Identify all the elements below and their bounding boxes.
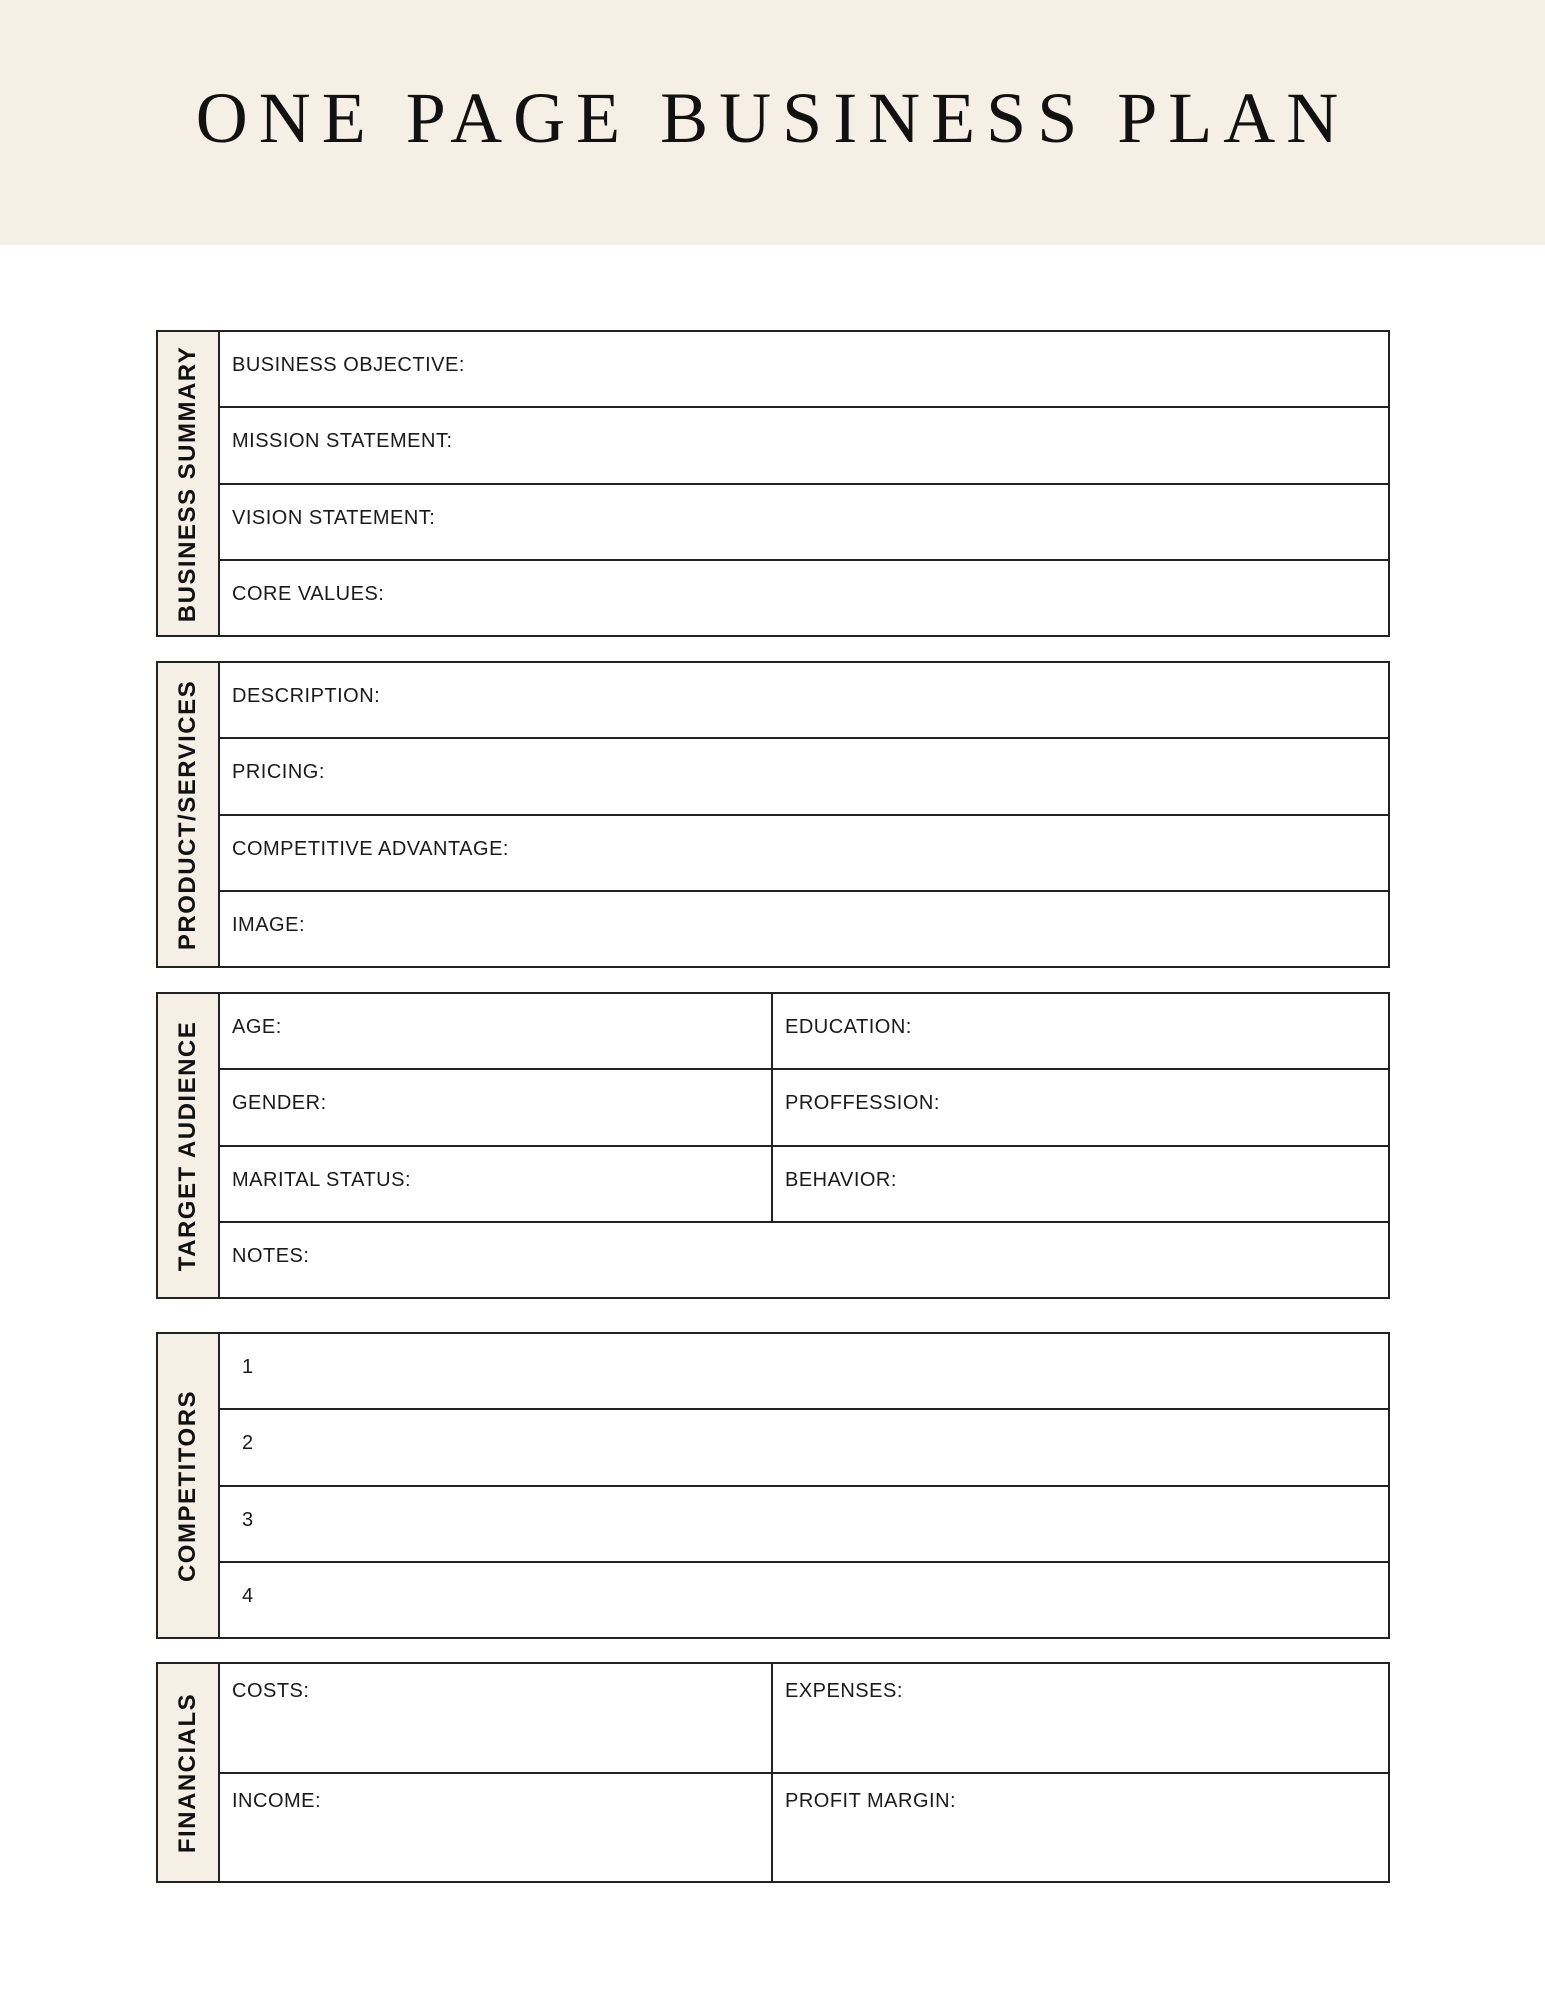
field-vision-statement[interactable] <box>220 485 1388 561</box>
section-label: TARGET AUDIENCE <box>174 1020 201 1271</box>
field-label: NOTES: <box>232 1244 310 1267</box>
section-competitors <box>156 1332 1390 1639</box>
field-label: DESCRIPTION: <box>232 685 381 707</box>
page-title: ONE PAGE BUSINESS PLAN <box>195 78 1350 158</box>
field-income[interactable]: INCOME: <box>220 1774 773 1882</box>
field-label: VISION STATEMENT: <box>232 506 436 529</box>
field-gender[interactable]: GENDER: <box>220 1070 773 1144</box>
header-band <box>0 0 1545 245</box>
field-core-values[interactable] <box>220 561 1388 635</box>
table-row <box>220 1070 1388 1146</box>
table-row <box>220 1664 1388 1774</box>
section-product-services <box>156 661 1390 968</box>
competitor-row-3[interactable] <box>220 1487 1388 1563</box>
section-label: BUSINESS SUMMARY <box>174 345 201 622</box>
table-row <box>220 1774 1388 1882</box>
section-side-tab <box>158 663 220 966</box>
field-label: COMPETITIVE ADVANTAGE: <box>232 837 509 860</box>
field-label: PRICING: <box>232 761 325 784</box>
section-business-summary <box>156 330 1390 637</box>
section-side-tab <box>158 1664 220 1881</box>
competitor-row-2[interactable] <box>220 1410 1388 1486</box>
row-number: 4 <box>242 1584 254 1607</box>
field-label: MISSION STATEMENT: <box>232 430 453 453</box>
section-label: FINANCIALS <box>174 1692 201 1853</box>
section-financials <box>156 1662 1390 1883</box>
row-number: 3 <box>242 1508 254 1531</box>
section-target-audience <box>156 992 1390 1299</box>
table-row <box>220 994 1388 1070</box>
field-education[interactable]: EDUCATION: <box>785 1016 912 1038</box>
field-description[interactable] <box>220 663 1388 739</box>
field-pricing[interactable] <box>220 739 1388 815</box>
field-image[interactable] <box>220 892 1388 966</box>
field-competitive-advantage[interactable] <box>220 816 1388 892</box>
competitor-row-1[interactable] <box>220 1334 1388 1410</box>
field-profession[interactable]: PROFFESSION: <box>785 1092 940 1115</box>
section-side-tab <box>158 994 220 1297</box>
row-number: 1 <box>242 1356 254 1378</box>
field-age[interactable]: AGE: <box>220 994 773 1068</box>
field-profit-margin[interactable]: PROFIT MARGIN: <box>785 1789 957 1812</box>
section-side-tab <box>158 332 220 635</box>
field-expenses[interactable]: EXPENSES: <box>785 1680 903 1702</box>
field-label: CORE VALUES: <box>232 582 385 605</box>
field-notes[interactable] <box>220 1223 1388 1297</box>
table-row <box>220 1147 1388 1223</box>
section-label: COMPETITORS <box>174 1389 201 1582</box>
field-marital-status[interactable]: MARITAL STATUS: <box>220 1147 773 1221</box>
field-label: IMAGE: <box>232 913 306 936</box>
field-label: BUSINESS OBJECTIVE: <box>232 354 465 376</box>
field-mission-statement[interactable] <box>220 408 1388 484</box>
section-side-tab <box>158 1334 220 1637</box>
row-number: 2 <box>242 1432 254 1455</box>
field-behavior[interactable]: BEHAVIOR: <box>785 1168 897 1191</box>
competitor-row-4[interactable] <box>220 1563 1388 1637</box>
field-business-objective[interactable] <box>220 332 1388 408</box>
section-label: PRODUCT/SERVICES <box>174 679 201 950</box>
field-costs[interactable]: COSTS: <box>220 1664 773 1772</box>
